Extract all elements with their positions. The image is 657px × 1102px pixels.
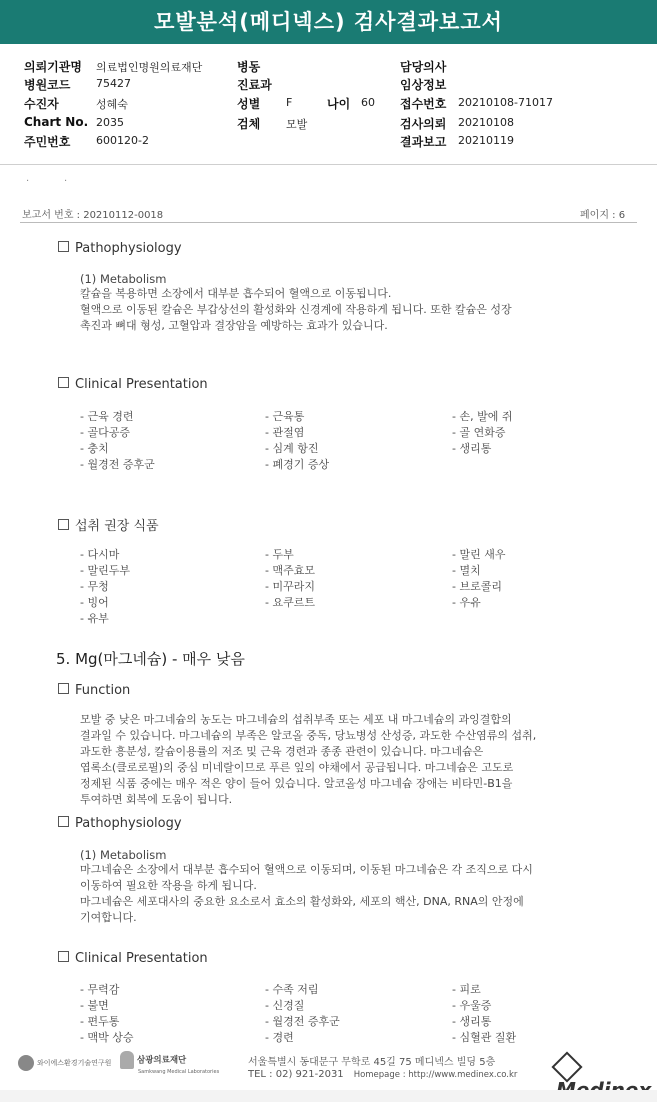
list-item: - 근육통 [265,410,305,423]
sub-heading: (1) Metabolism [80,848,167,862]
chart-no-label: Chart No. [24,115,89,129]
receipt-no-value: 20210108-71017 [458,96,553,109]
list-item: - 유부 [80,612,109,625]
doctor-label: 담당의사 [400,60,447,74]
report-title: 모발분석(메디넥스) 검사결과보고서 [0,0,657,44]
hospital-code-label: 병원코드 [24,78,71,92]
ys-institute-logo [18,1055,111,1071]
request-date-value: 20210108 [458,116,514,129]
section-recommended-foods [58,515,159,534]
samkwang-logo [120,1051,219,1075]
paragraph-line: 기여합니다. [80,911,137,924]
list-item: - 관절염 [265,426,305,439]
resident-no-value: 600120-2 [96,134,149,147]
list-item: - 우유 [452,596,481,609]
logo-subtext: Samkwang Medical Laboratories [138,1069,220,1075]
page-mark-dot-2: · [64,176,68,187]
list-item: - 생리통 [452,1015,492,1028]
report-date-label: 결과보고 [400,135,447,149]
checkbox-icon [58,519,69,530]
paragraph-line: 과도한 흥분성, 칼슘이용률의 저조 및 근육 경련과 종종 관련이 있습니다. 마그네슘은 [80,745,484,758]
dept-label: 진료과 [237,78,272,92]
specimen-label: 검체 [237,117,261,131]
section-heading: Pathophysiology [75,241,182,256]
paragraph-line: 투여하면 회복에 도움이 됩니다. [80,793,233,806]
report-number: 보고서 번호 : 20210112-0018 [22,210,164,221]
specimen-value: 모발 [286,118,308,131]
section-heading: Pathophysiology [75,816,182,831]
list-item: - 심계 항진 [265,442,319,455]
paragraph [80,286,620,334]
section-heading: Clinical Presentation [75,377,208,392]
paragraph [80,862,620,926]
section-heading: Clinical Presentation [75,951,208,966]
list-item: - 무청 [80,580,109,593]
logo-text: 와이에스환경기술연구원 [37,1059,112,1067]
page-footer [0,1045,657,1085]
paragraph-line: 결과일 수 있습니다. 마그네슘의 부족은 알코올 중독, 당뇨병성 산성증, 과도한 수산염류의 섭취, [80,729,537,742]
list-item: - 브로콜리 [452,580,502,593]
checkbox-icon [58,377,69,388]
paragraph-line: 엽록소(클로로필)의 중심 미네랄이므로 푸른 잎의 야채에서 공급됩니다. 마그네슘은 고도로 [80,761,514,774]
footer-contact [248,1069,517,1080]
list-item: - 두부 [265,548,294,561]
paragraph-line: 촉진과 뼈대 형성, 고혈압과 결장암을 예방하는 효과가 있습니다. [80,319,388,332]
mineral-heading-mg: 5. Mg(마그네슘) - 매우 낮음 [56,650,245,668]
paragraph-line: 정제된 식품 중에는 매우 적은 양이 들어 있습니다. 알코올성 마그네슘 장애는 비타민-B1을 [80,777,513,790]
checkbox-icon [58,241,69,252]
logo-text: 삼광의료재단 [137,1055,187,1066]
checkbox-icon [58,683,69,694]
footer-address: 서울특별시 동대문구 무학로 45길 75 메디넥스 빌딩 5층 [248,1057,496,1068]
list-item: - 맥주효모 [265,564,315,577]
list-item: - 미꾸라지 [265,580,315,593]
section-pathophysiology-1 [58,241,182,256]
header-divider [20,222,637,223]
bottom-strip [0,1090,657,1102]
sex-value: F [286,96,293,109]
institution-value: 의료법인명원의료재단 [96,61,203,74]
list-item: - 충치 [80,442,109,455]
resident-no-label: 주민번호 [24,135,71,149]
ward-label: 병동 [237,60,261,74]
section-pathophysiology-2 [58,816,182,831]
list-item: - 골다공증 [80,426,130,439]
list-item: - 말린 새우 [452,548,506,561]
page-number: 페이지 : 6 [580,210,626,221]
sub-heading: (1) Metabolism [80,272,167,286]
list-item: - 신경질 [265,999,305,1012]
page-mark-dot-1: · [26,176,30,187]
examinee-value: 성혜숙 [96,98,128,111]
list-item: - 골 연화증 [452,426,506,439]
paragraph-line: 혈액으로 이동된 칼슘은 부갑상선의 활성화와 신경계에 작용하게 됩니다. 또한 칼슘은 성장 [80,303,512,316]
list-item: - 다시마 [80,548,120,561]
chart-no-value: 2035 [96,116,124,129]
footer-homepage: Homepage : http://www.medinex.co.kr [353,1070,518,1080]
paragraph-line: 모발 중 낮은 마그네슘의 농도는 마그네슘의 섭취부족 또는 세포 내 마그네슘의 과잉결합의 [80,713,512,726]
list-item: - 불면 [80,999,109,1012]
age-value: 60 [361,96,375,109]
checkbox-icon [58,816,69,827]
list-item: - 무력감 [80,983,120,996]
sex-label: 성별 [237,97,261,111]
list-item: - 손, 발에 쥐 [452,410,513,423]
paragraph-line: 이동하여 필요한 작용을 하게 됩니다. [80,879,257,892]
section-heading: Function [75,683,131,698]
request-date-label: 검사의뢰 [400,117,447,131]
list-item: - 월경전 증후군 [265,1015,340,1028]
list-item: - 경련 [265,1031,294,1044]
list-item: - 심혈관 질환 [452,1031,517,1044]
list-item: - 멸치 [452,564,481,577]
list-item: - 말린두부 [80,564,130,577]
paragraph [80,712,620,808]
paragraph-line: 마그네슘은 소장에서 대부분 흡수되어 혈액으로 이동되며, 이동된 마그네슘은 각 조직으로 다시 [80,863,533,876]
samkwang-logo-icon [120,1051,134,1069]
list-item: - 빙어 [80,596,109,609]
list-item: - 편두통 [80,1015,120,1028]
list-item: - 수족 저림 [265,983,319,996]
list-item: - 근육 경련 [80,410,134,423]
hospital-code-value: 75427 [96,77,131,90]
clinical-info-label: 임상정보 [400,78,447,92]
patient-info-panel [0,44,657,165]
footer-tel: TEL : 02) 921-2031 [248,1069,344,1080]
section-function [58,683,130,698]
list-item: - 폐경기 증상 [265,458,330,471]
report-date-value: 20210119 [458,134,514,147]
list-item: - 피로 [452,983,481,996]
list-item: - 맥박 상승 [80,1031,134,1044]
list-item: - 요쿠르트 [265,596,315,609]
age-label: 나이 [327,97,351,111]
paragraph-line: 칼슘을 복용하면 소장에서 대부분 흡수되어 혈액으로 이동됩니다. [80,287,392,300]
institution-label: 의뢰기관명 [24,60,82,74]
section-clinical-2 [58,951,208,966]
paragraph-line: 마그네슘은 세포대사의 중요한 요소로서 효소의 활성화와, 세포의 핵산, DNA, RNA의 안정에 [80,895,524,908]
checkbox-icon [58,951,69,962]
examinee-label: 수진자 [24,97,59,111]
receipt-no-label: 접수번호 [400,97,447,111]
list-item: - 우울증 [452,999,492,1012]
section-clinical-1 [58,377,208,392]
section-heading: 섭취 권장 식품 [75,519,159,534]
list-item: - 월경전 증후군 [80,458,155,471]
ys-logo-icon [18,1055,34,1071]
list-item: - 생리통 [452,442,492,455]
